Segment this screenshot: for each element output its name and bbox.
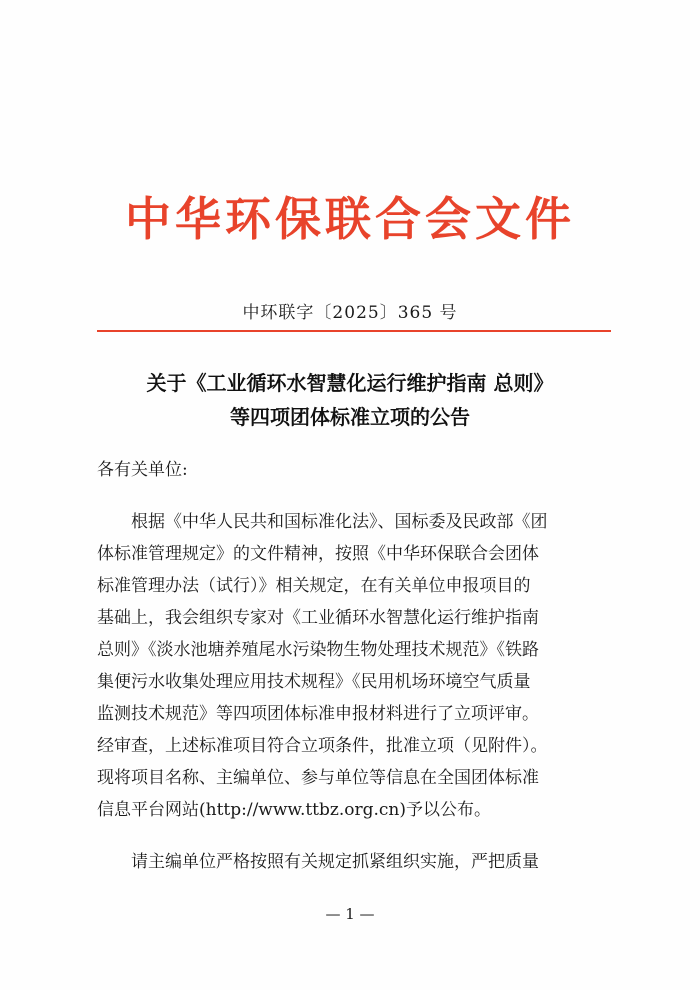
paragraph-1-line-2: 体标准管理规定》的文件精神，按照《中华环保联合会团体	[97, 544, 539, 564]
document-number: 中环联字〔2025〕365 号	[242, 303, 458, 323]
paragraph-1-line-5: 总则》《淡水池塘养殖尾水污染物生物处理技术规范》《铁路	[97, 640, 539, 660]
announcement-title-line-2: 等四项团体标准立项的公告	[230, 405, 470, 429]
red-divider-line	[97, 330, 611, 332]
paragraph-1-line-7: 监测技术规范》等四项团体标准申报材料进行了立项评审。	[97, 704, 539, 724]
paragraph-2-line-1: 请主编单位严格按照有关规定抓紧组织实施，严把质量	[131, 852, 539, 872]
paragraph-1-line-8: 经审查，上述标准项目符合立项条件，批准立项（见附件）。	[97, 736, 548, 756]
page-number: — 1 —	[325, 905, 375, 923]
paragraph-1-line-4: 基础上，我会组织专家对《工业循环水智慧化运行维护指南	[97, 608, 539, 628]
announcement-title-line-1: 关于《工业循环水智慧化运行维护指南 总则》	[146, 371, 554, 395]
org-header-title: 中华环保联合会文件	[125, 192, 575, 246]
paragraph-1-line-10: 信息平台网站(http://www.ttbz.org.cn)予以公布。	[97, 800, 492, 820]
salutation: 各有关单位:	[97, 460, 188, 480]
paragraph-1-line-6: 集便污水收集处理应用技术规程》《民用机场环境空气质量	[97, 672, 531, 692]
paragraph-1-line-9: 现将项目名称、主编单位、参与单位等信息在全国团体标准	[97, 768, 539, 788]
paragraph-1-line-1: 根据《中华人民共和国标准化法》、国标委及民政部《团	[131, 512, 548, 532]
paragraph-1-line-3: 标准管理办法（试行）》相关规定，在有关单位申报项目的	[97, 576, 531, 596]
